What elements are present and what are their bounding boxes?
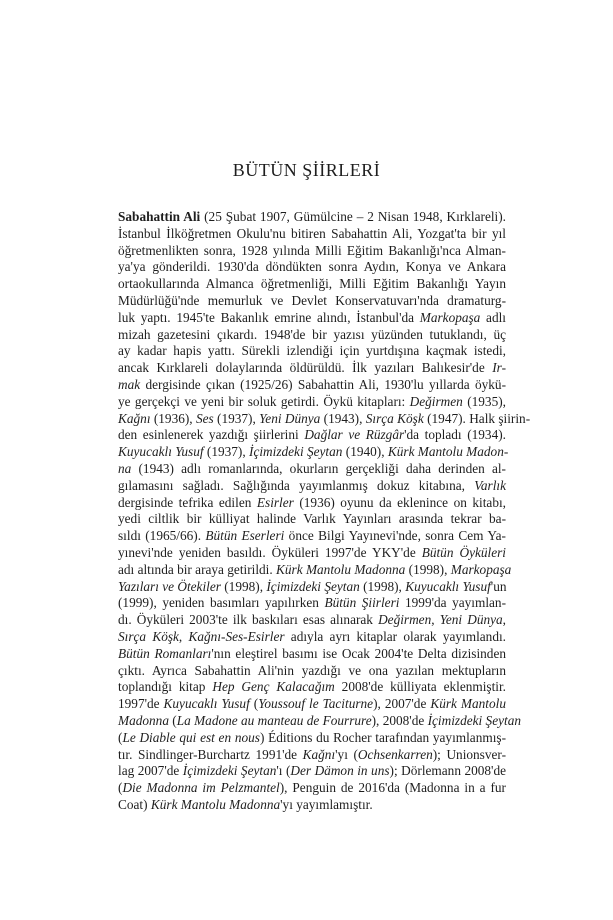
bio-line (118, 293, 506, 310)
bio-text: ( (249, 696, 259, 712)
italic-title: Yeni Dünya (439, 612, 503, 628)
bio-text: adlı (480, 309, 506, 325)
bio-line (118, 444, 509, 461)
bio-text: (1998), (220, 578, 267, 594)
italic-title: na (118, 460, 132, 476)
bio-text: ancak Kırklareli dolaylarında öldürüldü. İlk yazıları Balıkesir'de (118, 360, 493, 376)
bio-text: Coat) (118, 796, 151, 812)
bio-text: ), Penguin de 2016'da (Madonna in a fur (279, 780, 506, 796)
bio-line (118, 712, 521, 730)
italic-title: Markopaşa (419, 309, 481, 325)
italic-title: Dağlar ve Rüzgâr (304, 427, 405, 443)
italic-title: Der Dämon in uns (290, 763, 390, 779)
bio-line (118, 646, 506, 663)
bio-text: dı. Öyküleri 2003'te ilk baskıları esas alınarak (118, 612, 379, 628)
bio-text: dergisinde çıkan (1925/26) Sabahattin Ali, 1930'lu yıllarda öykü- (140, 376, 506, 392)
italic-title: Kürk Mantolu Madonna (150, 796, 281, 812)
bio-line (118, 327, 506, 344)
italic-title: Kuyucaklı Yusuf (405, 578, 491, 594)
author-biography (118, 209, 531, 814)
bio-line (118, 561, 512, 579)
bio-text: çıktı. Ayrıca Sabahattin Ali'nin yazdığı ve ona yazılan mektupların (118, 662, 506, 678)
bio-line (118, 612, 506, 629)
italic-title: Hep Genç Kalacağım (212, 679, 335, 695)
bio-text: (1998), (405, 561, 451, 577)
italic-title: Markopaşa (450, 561, 512, 577)
bio-text: adı altında bir araya getirildi. (118, 561, 277, 577)
bio-text: Müdürlüğü'nde memurluk ve Devlet Konservatuvarı'nda dramaturg- (118, 292, 506, 308)
italic-title: Bütün Romanları (118, 645, 212, 661)
bio-text: (25 Şubat 1907, Gümülcine – 2 Nisan 1948, Kırklareli). (200, 209, 506, 224)
bio-line (118, 511, 506, 528)
italic-title: Kağnı-Ses-Esirler (188, 628, 285, 644)
bio-text: ( (168, 712, 177, 728)
bio-text: öğretmenlikten sonra, 1928 yılında Milli Eğitim Bakanlığı'nca Alman- (118, 242, 506, 258)
bio-line (118, 360, 506, 377)
bio-text: yedi ciltlik bir külliyat halinde Varlık Yayınları arasında tekrar ba- (118, 511, 506, 527)
italic-title: İçimizdeki Şeytan (266, 578, 360, 594)
bio-text: den esinlenerek yazdığı şiirlerini (118, 427, 305, 443)
italic-title: Yeni Dünya (259, 410, 321, 426)
italic-title: Kuyucaklı Yusuf (118, 444, 204, 460)
bio-text: (1937), (203, 444, 250, 460)
bio-text: 1999'da yayımlan- (399, 595, 506, 611)
bio-text: , (502, 612, 506, 628)
bio-text: ) Éditions du Rocher tarafından yayımlanmış- (259, 729, 506, 745)
bio-line (118, 310, 506, 327)
bio-text: ( (118, 780, 123, 796)
bio-text: dergisinde tefrika edilen (118, 494, 257, 510)
bio-line (118, 579, 506, 596)
italic-title: Kürk Mantolu Madon- (387, 444, 509, 460)
bio-line (118, 495, 506, 512)
bio-text: 'yı ( (335, 746, 358, 762)
bio-line (118, 209, 506, 226)
bio-line (118, 461, 506, 478)
italic-title: Youssouf le Taciturne (258, 696, 374, 712)
bio-text: (1999), yeniden basımları yapılırken (118, 595, 325, 611)
bio-text: (1936), (150, 410, 196, 426)
bio-text: ye gerçekçi ve yeni bir soluk getirdi. Öykü kitapları: (118, 393, 410, 409)
bio-text: ( (118, 729, 123, 745)
italic-title: Kürk Mantolu (430, 696, 506, 712)
italic-title: Değirmen (409, 393, 463, 409)
italic-title: Le Diable qui est en nous (122, 729, 260, 745)
bio-text: 'un (490, 578, 507, 594)
italic-title: İçimizdeki Şeytan (427, 712, 521, 728)
bio-text: ); Unionsver- (432, 746, 506, 762)
bio-line (118, 679, 506, 696)
italic-title: Bütün Şiirleri (324, 595, 400, 611)
italic-title: Yazıları ve Ötekiler (118, 578, 221, 594)
italic-title: Kürk Mantolu Madonna (276, 561, 406, 577)
italic-title: İçimizdeki Şeytan (182, 763, 277, 779)
italic-title: La Madone au manteau de Fourrure (176, 712, 372, 728)
italic-title: Değirmen (378, 612, 432, 628)
bio-line (118, 528, 506, 545)
page-title: BÜTÜN ŞİİRLERİ (232, 160, 381, 181)
italic-title: Bütün Eserleri (205, 528, 285, 544)
italic-title: Ochsenkarren (357, 746, 433, 762)
bio-line (118, 747, 506, 764)
italic-title: Ir- (492, 360, 506, 376)
italic-title: Bütün Öyküleri (421, 544, 506, 560)
bio-line (118, 663, 506, 680)
bio-text: sıldı (1965/66). (118, 528, 206, 544)
bio-line (118, 410, 531, 428)
bio-text: ); Dörlemann 2008'de (389, 763, 506, 779)
bio-text: lag 2007'de (118, 763, 183, 779)
bio-text: adıyla ayrı kitaplar olarak yayımlandı. (284, 628, 506, 644)
bio-line (118, 394, 506, 411)
bio-text: (1943) adlı romanlarında, okurların gerçekliği daha derinden al- (131, 460, 506, 476)
bio-text: İstanbul İlköğretmen Okulu'nu bitiren Sabahattin Ali, Yozgat'ta bir yıl (118, 225, 506, 241)
bio-line (118, 797, 506, 814)
bio-line (118, 243, 506, 260)
bio-text: (1998), (359, 578, 406, 594)
bio-line (118, 629, 506, 646)
italic-title: Kağnı (118, 410, 151, 426)
bio-line (118, 478, 506, 495)
bio-text: gılamasını sağladı. Sağlığında yayımlanmış dokuz kitabına, (118, 477, 475, 493)
bio-line (118, 427, 506, 444)
bio-text: 'nın eleştirel basımı ise Ocak 2004'te Delta dizisinden (211, 645, 506, 661)
bio-line (118, 780, 506, 797)
bio-text: toplandığı kitap (118, 679, 213, 695)
bio-text: (1937), (213, 410, 260, 426)
bio-text: 1997'de (118, 696, 164, 712)
bio-text: (1936) oyunu da eklenince on kitabı, (293, 494, 507, 510)
bio-text: 2008'de külliyata eklenmiştir. (334, 679, 506, 695)
bio-text: ya'ya gönderildi. 1930'da döndükten sonra Aydın, Konya ve Ankara (118, 259, 506, 275)
bio-text: ortaokullarında Almanca öğretmenliği, Milli Eğitim Bakanlığı Yayın (118, 276, 506, 292)
bio-text: yınevi'nde yeniden basıldı. Öyküleri 1997'de YKY'de (118, 544, 422, 560)
bio-text: (1947). Halk şiirin- (423, 410, 531, 426)
bio-line (118, 730, 506, 747)
bio-text: 'yı yayımlamıştır. (280, 796, 373, 812)
bio-line (118, 595, 506, 612)
bio-line (118, 276, 506, 293)
bio-text: luk yaptı. 1945'te Bakanlık emrine alındı, İstanbul'da (118, 309, 420, 325)
italic-title: Esirler (256, 494, 294, 510)
bio-text: ), 2008'de (371, 712, 428, 728)
bio-text: tır. Sindlinger-Burchartz 1991'de (118, 746, 303, 762)
bio-line (118, 377, 506, 394)
italic-title: Kuyucaklı Yusuf (163, 696, 250, 712)
italic-title: Madonna (118, 712, 169, 728)
bio-text: (1935), (462, 393, 506, 409)
italic-title: Die Madonna im Pelzmantel (122, 780, 280, 796)
bio-line (118, 545, 506, 562)
bio-text: 'da topladı (1934). (404, 427, 506, 443)
bio-text: (1943), (320, 410, 366, 426)
bio-text: önce Bilgi Yayınevi'nde, sonra Cem Ya- (284, 528, 506, 544)
italic-title: Kağnı (302, 746, 336, 762)
bio-text: (1940), (342, 444, 388, 460)
italic-title: İçimizdeki Şeytan (249, 444, 343, 460)
bio-text: ay kadar hapis yattı. Sürekli izlendiği için yurtdışına kaçmak istedi, (118, 343, 506, 359)
bio-text: , (178, 628, 189, 644)
bio-text: 'ı ( (276, 763, 291, 779)
italic-title: Ses (195, 410, 214, 426)
italic-title: Sırça Köşk (118, 628, 179, 644)
bio-line (118, 259, 506, 276)
bio-text: , (431, 612, 440, 628)
italic-title: Varlık (474, 477, 506, 493)
bio-line (118, 763, 506, 780)
italic-title: mak (118, 376, 141, 392)
bio-text: mizah gazetesini çıkardı. 1948'de bir yazısı yüzünden tutuklandı, üç (118, 326, 506, 342)
bio-line (118, 226, 506, 243)
bio-line (118, 696, 506, 713)
author-name: Sabahattin Ali (118, 209, 201, 224)
italic-title: Sırça Köşk (365, 410, 424, 426)
bio-text: ), 2007'de (373, 696, 431, 712)
bio-line (118, 343, 506, 360)
